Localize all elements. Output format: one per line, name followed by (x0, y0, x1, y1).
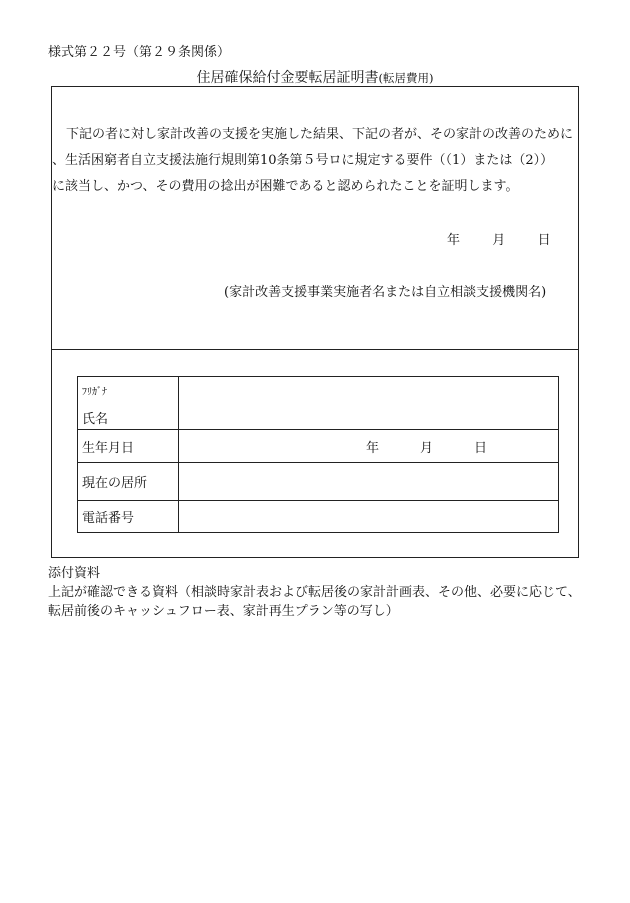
furigana-label: ﾌﾘｶﾞﾅ (82, 387, 107, 398)
address-field[interactable] (179, 463, 559, 501)
name-label-cell (78, 377, 179, 430)
address-label: 現在の居所 (78, 463, 179, 501)
birth-day-label: 日 (474, 440, 488, 456)
applicant-info-table (77, 376, 559, 533)
statement-line-1: 下記の者に対し家計改善の支援を実施した結果、下記の者が、その家計の改善のために (66, 127, 574, 142)
attachment-title: 添付資料 (48, 566, 101, 581)
birth-year-label: 年 (366, 440, 380, 456)
phone-field[interactable] (179, 501, 559, 533)
issue-date (447, 229, 551, 248)
birth-month-label: 月 (420, 440, 434, 456)
table-row (78, 377, 559, 430)
attachment-line-1: 上記が確認できる資料（相談時家計表および転居後の家計計画表、その他、必要に応じて、 (48, 585, 581, 600)
document-title (0, 67, 630, 87)
birth-field[interactable] (179, 430, 559, 463)
signer-name: (家計改善支援事業実施者名または自立相談支援機関名) (224, 285, 547, 300)
table-row (78, 463, 559, 501)
title-main: 住居確保給付金要転居証明書 (196, 70, 379, 86)
statement-line-3: に該当し、かつ、その費用の捻出が困難であると認められたことを証明します。 (52, 179, 519, 194)
birth-label: 生年月日 (78, 430, 179, 463)
date-day-label: 日 (537, 233, 551, 248)
title-sub: (転居費用) (378, 71, 434, 85)
date-year-label: 年 (447, 233, 461, 248)
phone-label: 電話番号 (78, 501, 179, 533)
name-label: 氏名 (82, 412, 109, 427)
form-number: 様式第２２号（第２９条関係） (48, 45, 231, 60)
attachment-line-2: 転居前後のキャッシュフロー表、家計再生プラン等の写し） (48, 604, 399, 619)
name-field[interactable] (179, 377, 559, 430)
table-row (78, 501, 559, 533)
table-row (78, 430, 559, 463)
section-divider (51, 349, 579, 350)
date-month-label: 月 (492, 233, 506, 248)
statement-line-2: 、生活困窮者自立支援法施行規則第10条第５号ロに規定する要件（（1）または（2）） (52, 153, 554, 168)
